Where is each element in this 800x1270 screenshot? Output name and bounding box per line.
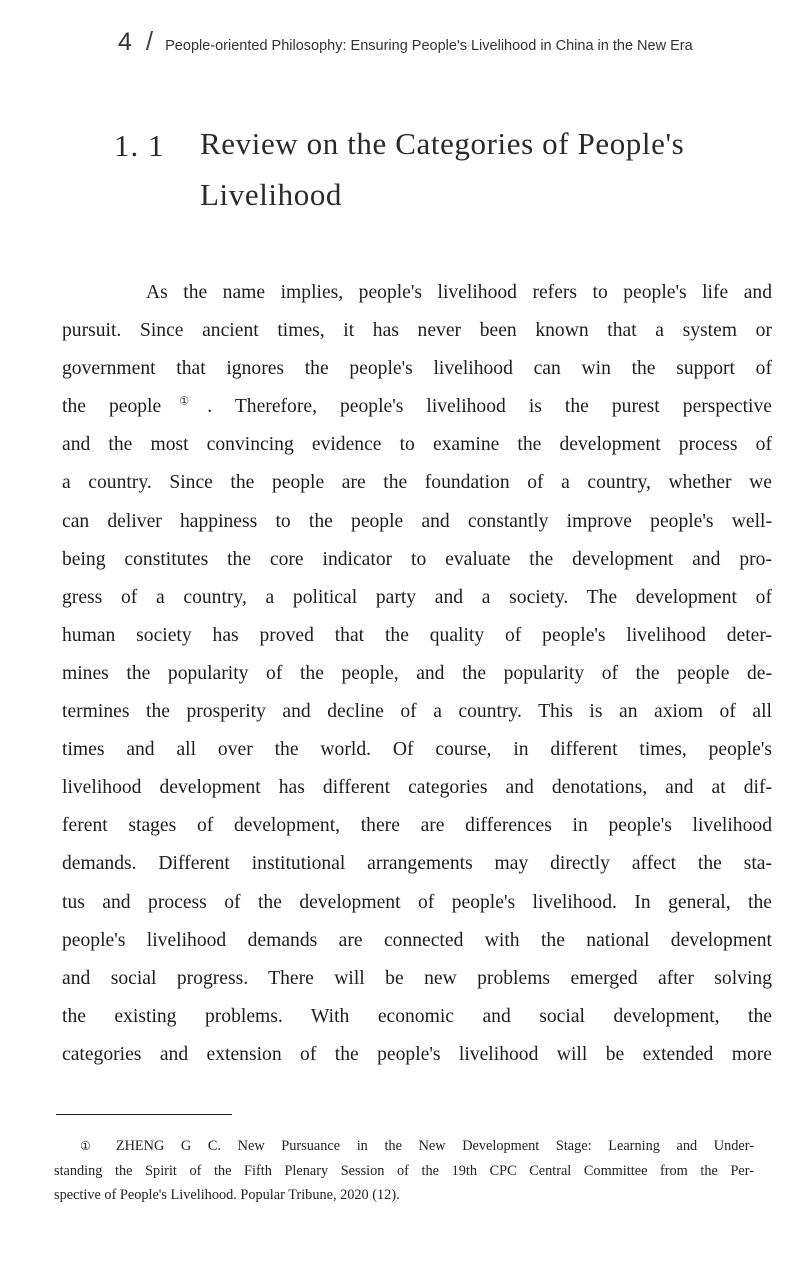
paragraph-line: As the name implies, people's livelihood refers to people's life and [146,282,772,303]
paragraph-line: a country. Since the people are the foundation of a country, whether we [62,472,772,494]
paragraph-line-head: the people [62,396,162,418]
section-heading [114,128,774,220]
paragraph-line: can deliver happiness to the people and constantly improve people's well- [62,510,772,532]
footnote [54,1134,754,1208]
paragraph-line: pursuit. Since ancient times, it has never been known that a system or [62,320,772,342]
footnote-line [54,1134,754,1159]
paragraph-line: people's livelihood demands are connected with the national development [62,929,772,951]
paragraph-line: being constitutes the core indicator to evaluate the development and pro- [62,548,772,570]
paragraph-line: and social progress. There will be new problems emerged after solving [62,967,772,989]
section-title-line-1: Review on the Categories of People's [200,126,685,161]
paragraph-line: government that ignores the people's livelihood can win the support of [62,358,772,380]
paragraph-line: the existing problems. With economic and social development, the [62,1005,772,1027]
page-number: 4 [118,28,132,56]
running-header [118,26,758,57]
section-number: 1. 1 [114,128,165,163]
paragraph-line: ferent stages of development, there are differences in people's livelihood [62,815,772,837]
paragraph-line: times and all over the world. Of course, in different times, people's [62,739,772,761]
footnote-marker: ① [80,1139,104,1153]
paragraph-line: human society has proved that the quality of people's livelihood deter- [62,624,772,646]
book-title: People-oriented Philosophy: Ensuring People's Livelihood in China in the New Era [165,38,693,54]
paragraph-line-tail: . Therefore, people's livelihood is the purest perspective [207,396,772,418]
section-title [200,118,770,220]
paragraph-line: and the most convincing evidence to examine the development process of [62,434,772,456]
footnote-reference[interactable]: ① [161,395,208,408]
paragraph-line: termines the prosperity and decline of a country. This is an axiom of all [62,701,772,723]
paragraph-line: demands. Different institutional arrangements may directly affect the sta- [62,853,772,875]
paragraph-line: tus and process of the development of people's livelihood. In general, the [62,891,772,913]
body-paragraph [62,274,772,1074]
paragraph-line: mines the popularity of the people, and the popularity of the people de- [62,662,772,684]
footnote-text: ZHENG G C. New Pursuance in the New Development Stage: Learning and Under- [115,1138,754,1154]
footnote-divider [56,1114,232,1115]
footnote-line: standing the Spirit of the Fifth Plenary Session of the 19th CPC Central Committee from the Per- [54,1162,754,1179]
paragraph-line: livelihood development has different categories and denotations, and at dif- [62,777,772,799]
footnote-line: spective of People's Livelihood. Popular Tribune, 2020 (12). [54,1187,400,1203]
paragraph-line: categories and extension of the people's livelihood will be extended more [62,1043,772,1065]
section-title-line-2: Livelihood [200,177,343,212]
paragraph-line [62,388,772,426]
header-separator: / [145,26,154,56]
paragraph-line: gress of a country, a political party and a society. The development of [62,586,772,608]
